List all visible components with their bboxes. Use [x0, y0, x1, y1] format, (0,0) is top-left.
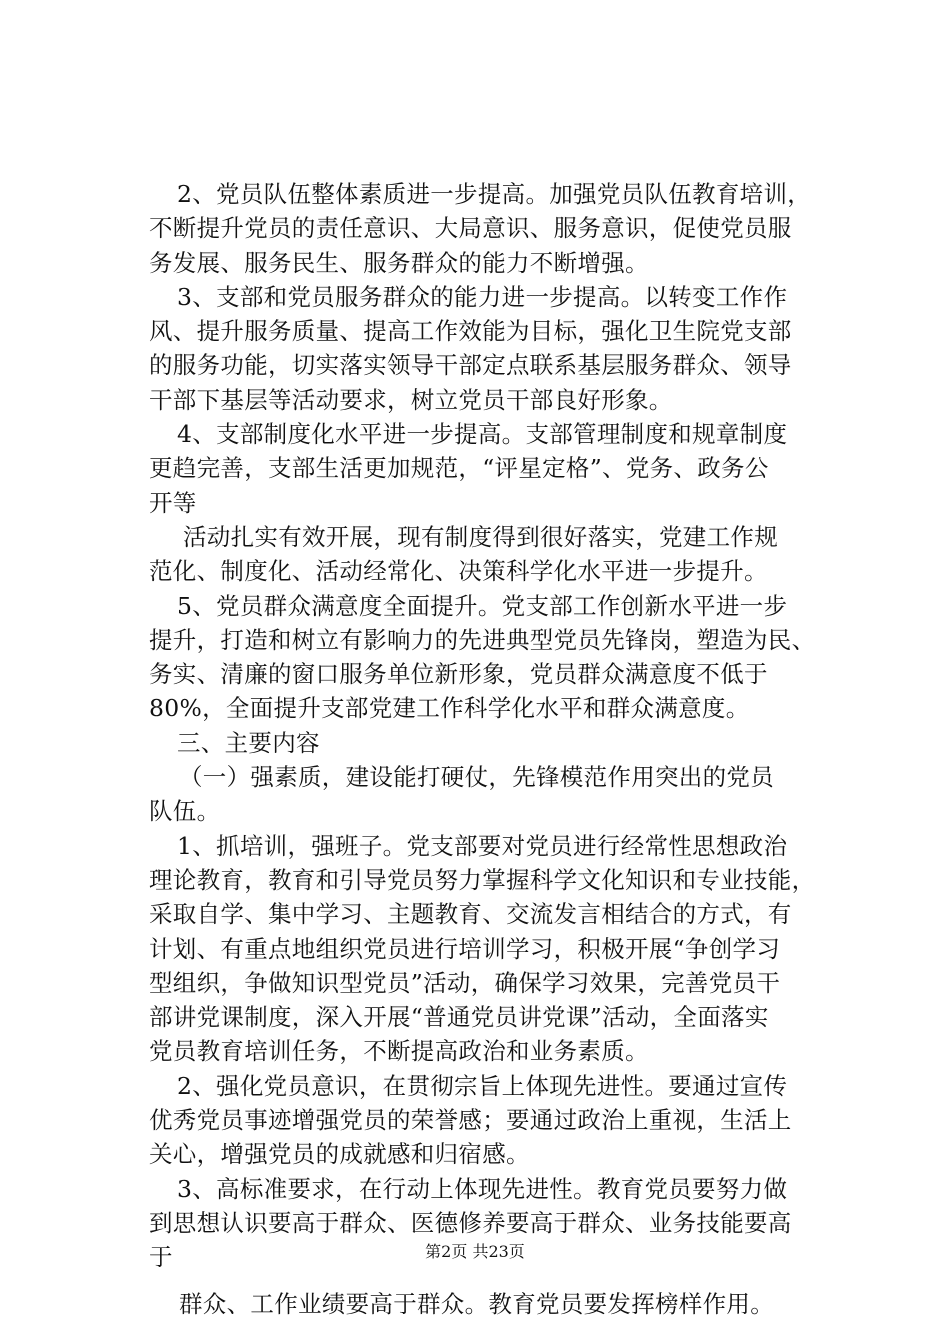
page-number-footer: 第2页 共23页	[425, 1242, 525, 1261]
paragraph-line: 关心，增强党员的成就感和归宿感。	[149, 1140, 530, 1169]
paragraph-line: 务实、清廉的窗口服务单位新形象，党员群众满意度不低于	[149, 660, 768, 689]
paragraph-line: 不断提升党员的责任意识、大局意识、服务意识，促使党员服	[149, 214, 792, 243]
paragraph-line: 务发展、服务民生、服务群众的能力不断增强。	[149, 248, 649, 277]
paragraph-line: 1、抓培训，强班子。党支部要对党员进行经常性思想政治	[177, 831, 788, 860]
paragraph-line: 型组织，争做知识型党员”活动，确保学习效果，完善党员干	[149, 968, 781, 997]
paragraph-line: 2、强化党员意识，在贯彻宗旨上体现先进性。要通过宣传	[177, 1071, 788, 1100]
paragraph-line: 的服务功能，切实落实领导干部定点联系基层服务群众、领导	[149, 351, 792, 380]
section-heading: 三、主要内容	[177, 728, 320, 757]
paragraph-line: 干部下基层等活动要求，树立党员干部良好形象。	[149, 385, 673, 414]
paragraph-line: 4、支部制度化水平进一步提高。支部管理制度和规章制度	[177, 420, 788, 449]
paragraph-line: 计划、有重点地组织党员进行培训学习，积极开展“争创学习	[149, 934, 781, 963]
paragraph-line: 到思想认识要高于群众、医德修养要高于群众、业务技能要高	[149, 1208, 792, 1237]
paragraph-line: 更趋完善，支部生活更加规范，“评星定格”、党务、政务公	[149, 454, 769, 483]
paragraph-line: 活动扎实有效开展，现有制度得到很好落实，党建工作规	[183, 522, 778, 551]
paragraph-line: 2、党员队伍整体素质进一步提高。加强党员队伍教育培训，	[177, 180, 812, 208]
paragraph-line: 风、提升服务质量、提高工作效能为目标，强化卫生院党支部	[149, 317, 792, 346]
subsection-heading-continued: 队伍。	[149, 797, 221, 826]
paragraph-line: 采取自学、集中学习、主题教育、交流发言相结合的方式，有	[149, 900, 792, 929]
paragraph-line: 于	[149, 1243, 173, 1272]
paragraph-line: 理论教育，教育和引导党员努力掌握科学文化知识和专业技能，	[149, 865, 816, 894]
paragraph-line: 优秀党员事迹增强党员的荣誉感；要通过政治上重视，生活上	[149, 1106, 792, 1135]
paragraph-line: 群众、工作业绩要高于群众。教育党员要发挥榜样作用。	[179, 1289, 774, 1318]
subsection-heading: （一）强素质，建设能打硬仗，先锋模范作用突出的党员	[179, 763, 774, 792]
paragraph-line: 提升，打造和树立有影响力的先进典型党员先锋岗，塑造为民、	[149, 625, 816, 654]
paragraph-line: 3、高标准要求，在行动上体现先进性。教育党员要努力做	[177, 1174, 788, 1203]
paragraph-line: 80%，全面提升支部党建工作科学化水平和群众满意度。	[149, 694, 750, 723]
paragraph-line: 党员教育培训任务，不断提高政治和业务素质。	[149, 1037, 649, 1066]
body-text	[149, 177, 839, 1321]
paragraph-line: 范化、制度化、活动经常化、决策科学化水平进一步提升。	[149, 557, 768, 586]
paragraph-line: 部讲党课制度，深入开展“普通党员讲党课”活动，全面落实	[149, 1003, 769, 1032]
paragraph-line: 3、支部和党员服务群众的能力进一步提高。以转变工作作	[177, 282, 788, 311]
paragraph-line: 5、党员群众满意度全面提升。党支部工作创新水平进一步	[177, 591, 788, 620]
paragraph-line: 开等	[149, 488, 197, 517]
